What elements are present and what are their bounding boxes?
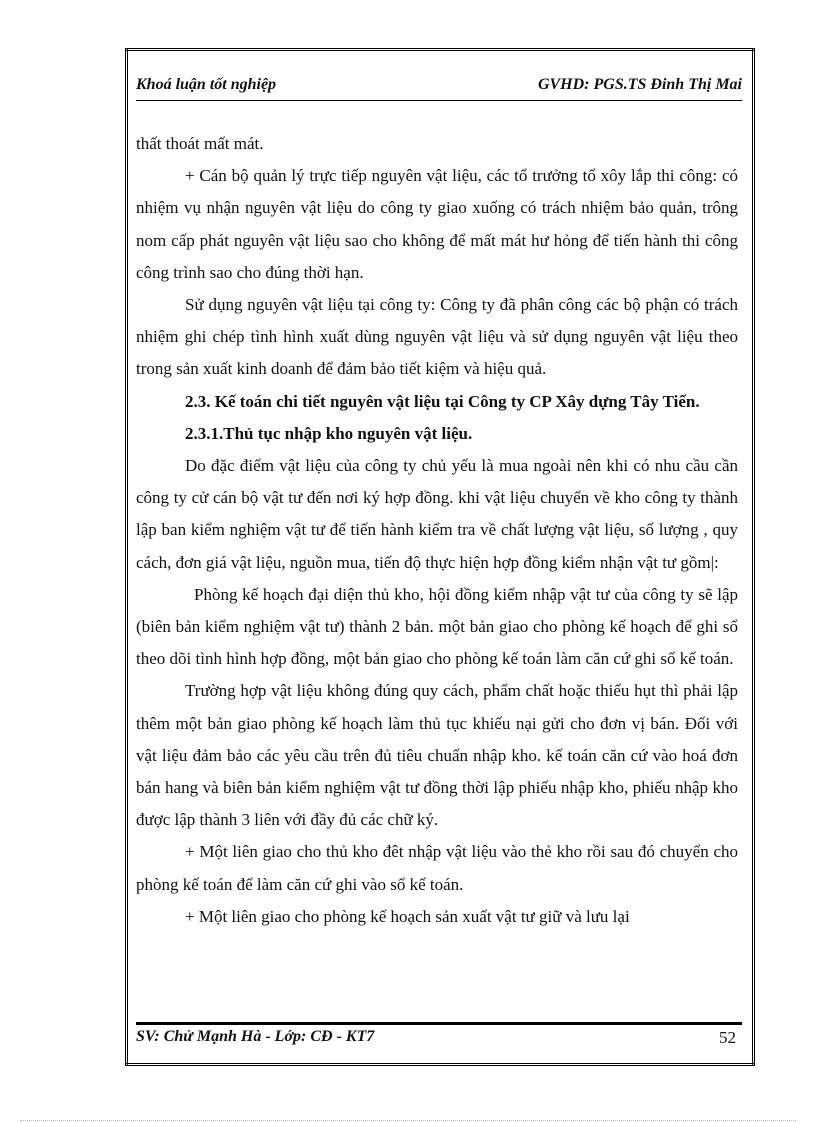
page-footer bbox=[136, 1028, 742, 1048]
document-body bbox=[136, 128, 738, 933]
paragraph: + Một liên giao cho phòng kế hoạch sản xuất vật tư giữ và lưu lại bbox=[185, 906, 630, 926]
border-bottom bbox=[125, 1063, 755, 1066]
section-heading: 2.3. Kế toán chi tiết nguyên vật liệu tại Công ty CP Xây dựng Tây Tiến. bbox=[185, 391, 700, 411]
page-edge-dotted-line bbox=[20, 1120, 796, 1121]
border-top bbox=[125, 48, 755, 51]
border-right bbox=[752, 48, 755, 1066]
paragraph: Phòng kế hoạch đại diện thủ kho, hội đồng kiểm nhập vật tư của công ty sẽ lập (biên bản kiểm nghiệm vật tư) thành 2 bản. một bản giao cho phòng kế hoạch để ghi sổ theo dõi tình hình hợp đồng, một bản giao cho phòng kế toán làm căn cứ ghi sổ kế toán. bbox=[136, 584, 738, 669]
paragraph: + Cán bộ quản lý trực tiếp nguyên vật liệu, các tổ trưởng tổ xôy lắp thi công: có nhiệm vụ nhận nguyên vật liệu do công ty giao xuống có trách nhiệm bảo quản, trông nom cấp phát nguyên vật liệu sao cho không để mất mát hư hỏng để tiến hành thi công công trình sao cho đúng thời hạn. bbox=[136, 166, 738, 282]
footer-student-info: SV: Chử Mạnh Hà - Lớp: CĐ - KT7 bbox=[136, 1028, 375, 1045]
header-thesis-title: Khoá luận tốt nghiệp bbox=[136, 76, 277, 93]
header-divider bbox=[136, 100, 742, 101]
subsection-heading: 2.3.1.Thủ tục nhập kho nguyên vật liệu. bbox=[185, 423, 473, 443]
footer-divider bbox=[136, 1022, 742, 1025]
paragraph: Sử dụng nguyên vật liệu tại công ty: Công ty đã phân công các bộ phận có trách nhiệm ghi chép tình hình xuất dùng nguyên vật liệu và sử dụng nguyên vật liệu theo trong sản xuất kinh doanh để đảm bảo tiết kiệm và hiệu quả. bbox=[136, 295, 738, 379]
paragraph: Trường hợp vật liệu không đúng quy cách, phẩm chất hoặc thiếu hụt thì phải lập thêm một bản giao phòng kế hoạch làm thủ tục khiếu nại gửi cho đơn vị bán. Đối với vật liệu đảm bảo các yêu cầu trên đủ tiêu chuẩn nhập kho. kế toán căn cứ vào hoá đơn bán hang và biên bản kiểm nghiệm vật tư đồng thời lập phiếu nhập kho, phiếu nhập kho được lập thành 3 liên với đầy đủ các chữ ký. bbox=[136, 681, 738, 830]
page-number: 52 bbox=[719, 1028, 736, 1047]
paragraph: + Một liên giao cho thủ kho đêt nhập vật liệu vào thẻ kho rồi sau đó chuyển cho phòng kế toán để làm căn cứ ghi vào sổ kế toán. bbox=[136, 842, 738, 894]
header-advisor: GVHD: PGS.TS Đinh Thị Mai bbox=[537, 76, 742, 93]
page-header bbox=[136, 76, 742, 94]
border-left bbox=[125, 48, 128, 1066]
paragraph: Do đặc điểm vật liệu của công ty chủ yếu là mua ngoài nên khi có nhu cầu cần công ty cử cán bộ vật tư đến nơi ký hợp đồng. khi vật liệu chuyển về kho công ty thành lập ban kiểm nghiệm vật tư để tiến hành kiểm tra về chất lượng vật liệu, số lượng , quy cách, đơn giá vật liệu, nguồn mua, tiến độ thực hiện hợp đồng kiểm nhận vật tư gồm|: bbox=[136, 456, 738, 572]
paragraph: thất thoát mất mát. bbox=[136, 134, 264, 153]
